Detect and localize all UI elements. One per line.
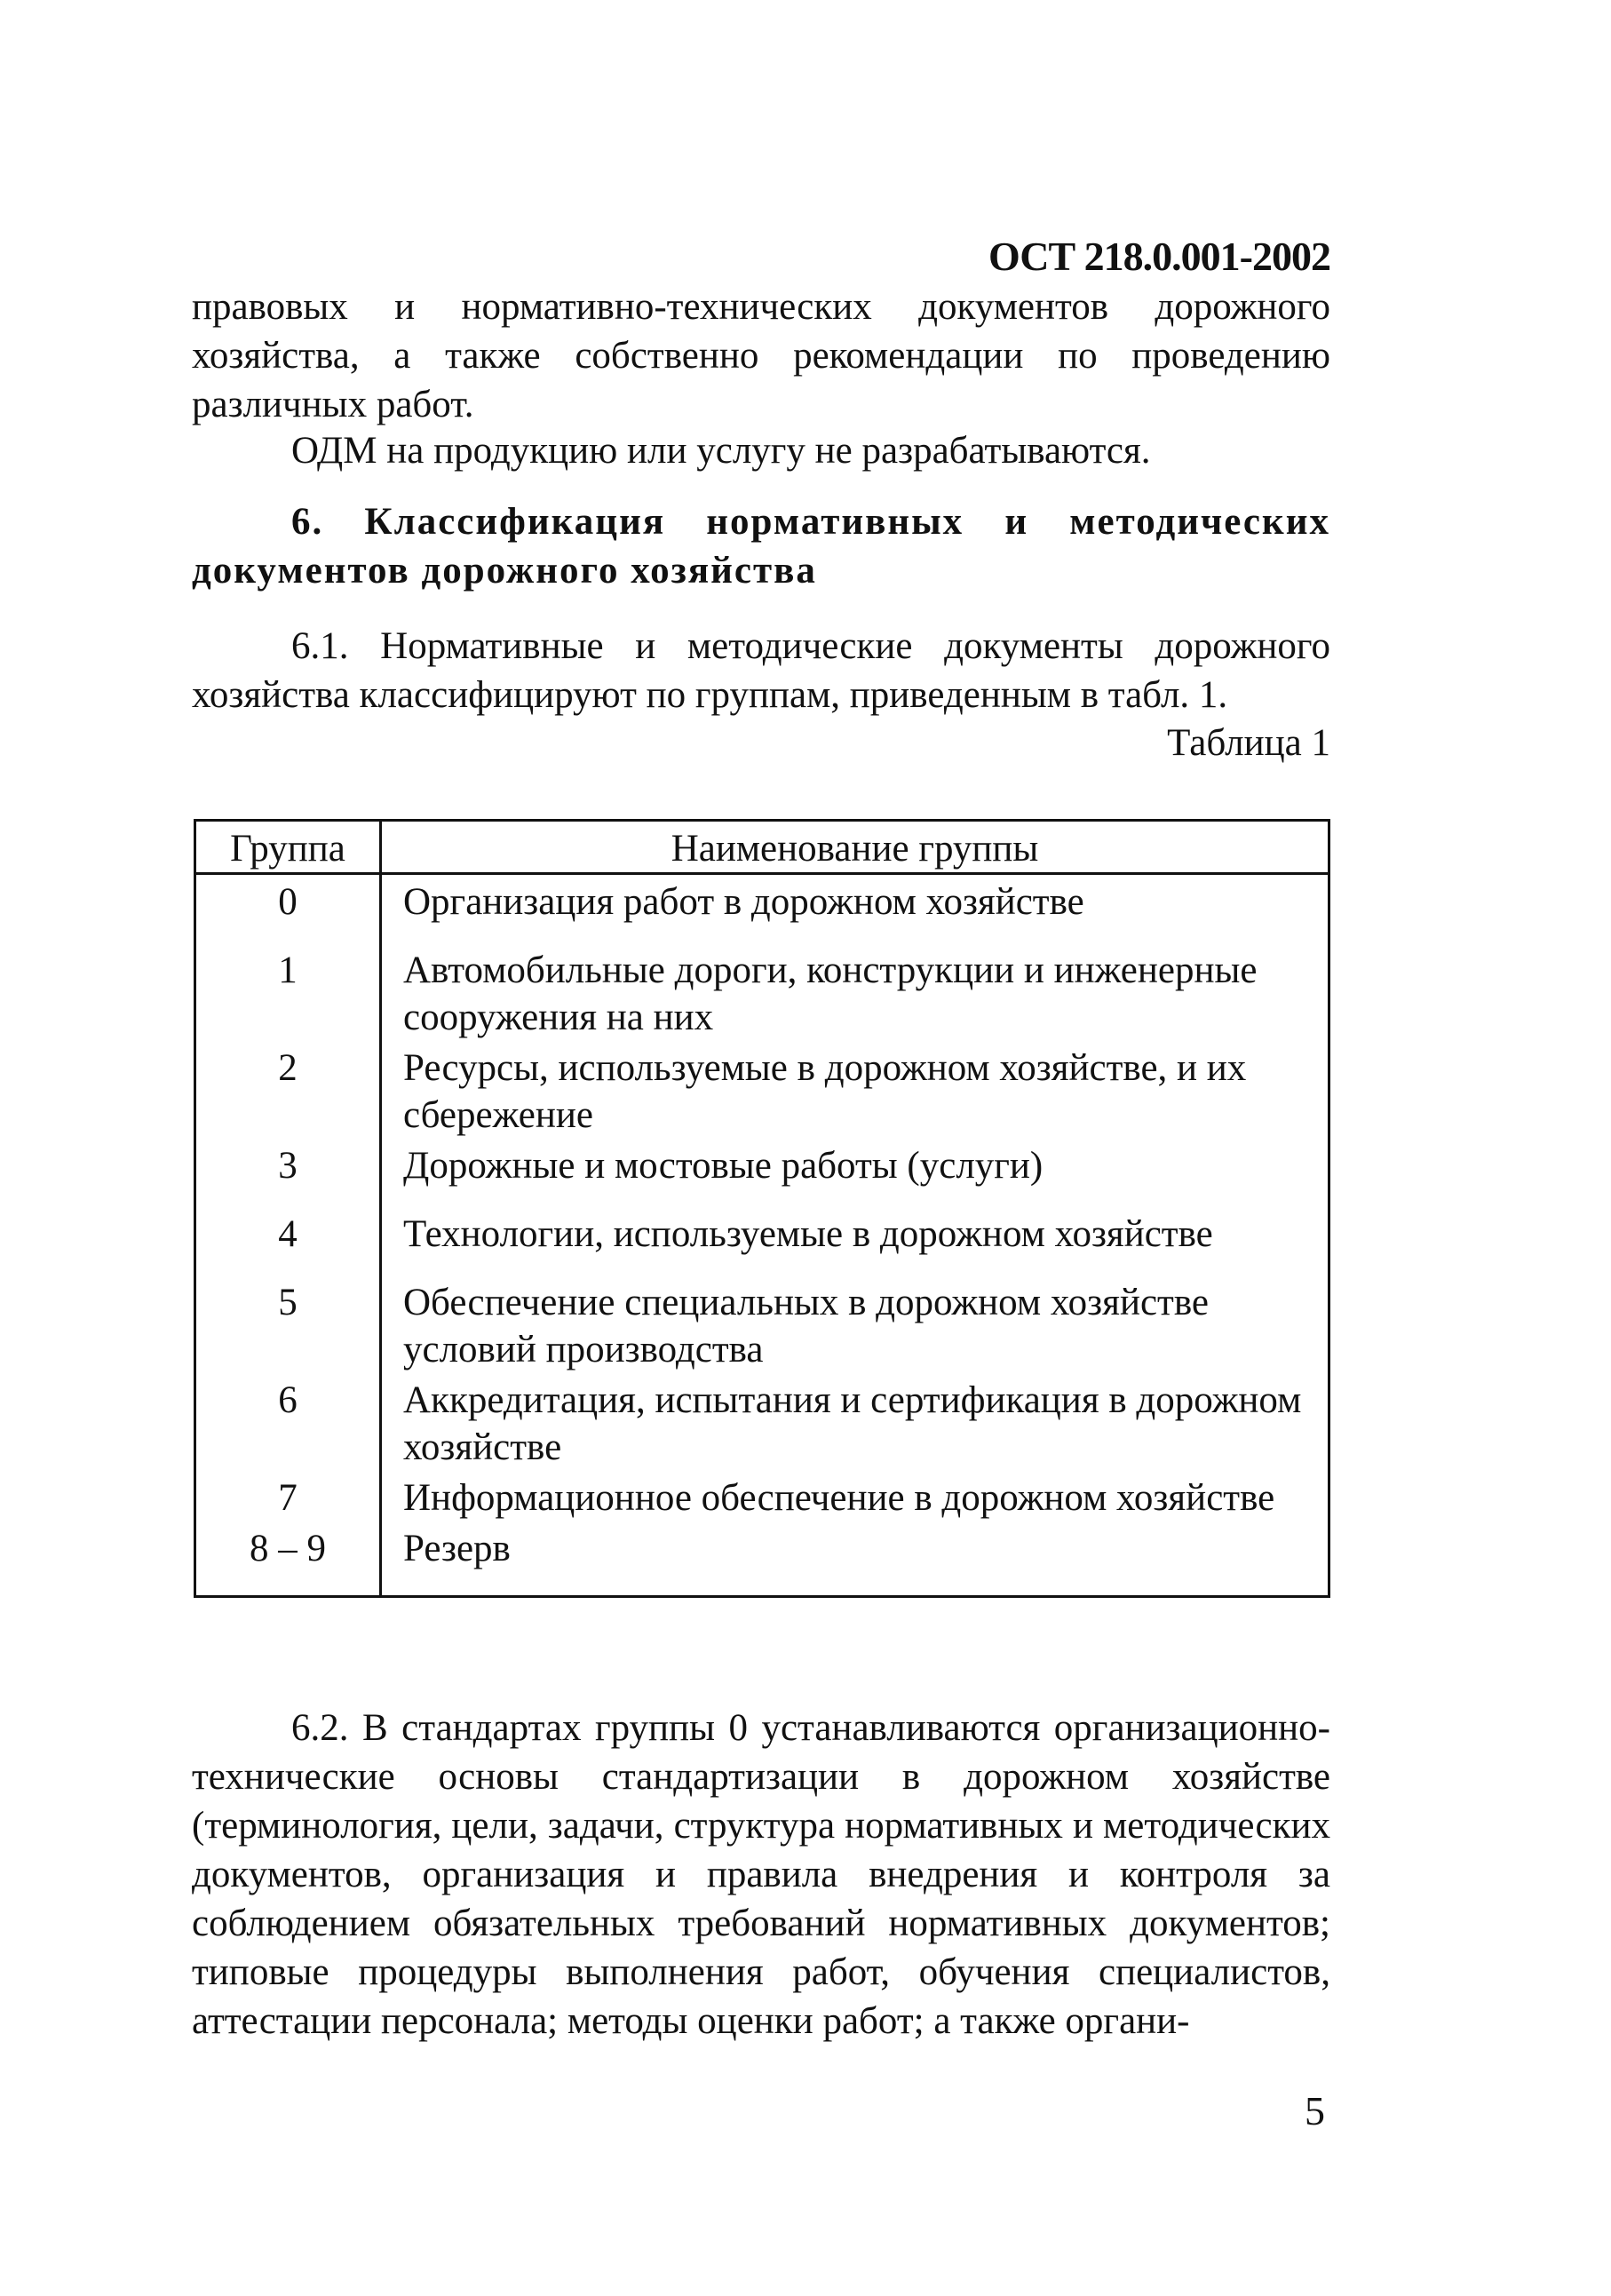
table-row bbox=[195, 1211, 1329, 1279]
groups-table bbox=[194, 819, 1330, 1598]
group-number: 1 bbox=[195, 947, 381, 1045]
table-row bbox=[195, 1474, 1329, 1525]
table-header-row bbox=[195, 821, 1329, 874]
table-row bbox=[195, 1142, 1329, 1211]
group-number: 7 bbox=[195, 1474, 381, 1525]
group-name: Автомобильные дороги, конструкции и инженерные сооружения на них bbox=[403, 949, 1258, 1038]
paragraph-6-1: 6.1. Нормативные и методические документы дорожного хозяйства классифицируют по группам, приведенным в табл. 1. bbox=[192, 625, 1330, 716]
group-number: 6 bbox=[195, 1377, 381, 1474]
group-name: Организация работ в дорожном хозяйстве bbox=[403, 881, 1084, 923]
section-heading: 6. Классификация нормативных и методических документов дорожного хозяйства bbox=[192, 501, 1330, 592]
table-row bbox=[195, 1525, 1329, 1597]
group-name: Аккредитация, испытания и сертификация в дорожном хозяйстве bbox=[403, 1379, 1302, 1468]
group-number: 8 – 9 bbox=[195, 1525, 381, 1597]
table-row bbox=[195, 947, 1329, 1045]
header-name: Наименование группы bbox=[381, 821, 1329, 874]
paragraph-odm: ОДМ на продукцию или услугу не разрабатываются. bbox=[291, 430, 1151, 472]
table-row bbox=[195, 1377, 1329, 1474]
table-row bbox=[195, 874, 1329, 948]
header-group: Группа bbox=[195, 821, 381, 874]
group-number: 4 bbox=[195, 1211, 381, 1279]
group-name: Дорожные и мостовые работы (услуги) bbox=[403, 1145, 1044, 1187]
group-name: Технологии, используемые в дорожном хозяйстве bbox=[403, 1213, 1213, 1255]
paragraph-continuation: правовых и нормативно-технических документов дорожного хозяйства, а также собственно рекомендации по проведению различных работ. bbox=[192, 286, 1330, 425]
group-name: Информационное обеспечение в дорожном хозяйстве bbox=[403, 1477, 1275, 1519]
group-number: 2 bbox=[195, 1045, 381, 1142]
group-name: Резерв bbox=[403, 1528, 511, 1569]
group-number: 0 bbox=[195, 874, 381, 948]
group-number: 3 bbox=[195, 1142, 381, 1211]
group-name: Обеспечение специальных в дорожном хозяйстве условий производства bbox=[403, 1282, 1209, 1370]
group-name: Ресурсы, используемые в дорожном хозяйстве, и их сбережение bbox=[403, 1047, 1247, 1136]
table-caption: Таблица 1 bbox=[1167, 722, 1330, 764]
table-row bbox=[195, 1045, 1329, 1142]
group-number: 5 bbox=[195, 1279, 381, 1377]
document-code-header: ОСТ 218.0.001-2002 bbox=[988, 234, 1330, 279]
paragraph-6-2: 6.2. В стандартах группы 0 устанавливаются организационно-технические основы стандартизации в дорожном хозяйстве (терминология, цели, задачи, структура нормативных и методических документов, организация и правила внедрения и контроля за соблюдением обязательных требований нормативных документов; типовые процедуры выполнения работ, обучения специалистов, аттестации персонала; методы оценки работ; а также органи- bbox=[192, 1707, 1330, 2042]
page-number: 5 bbox=[1305, 2088, 1325, 2133]
table-row bbox=[195, 1279, 1329, 1377]
